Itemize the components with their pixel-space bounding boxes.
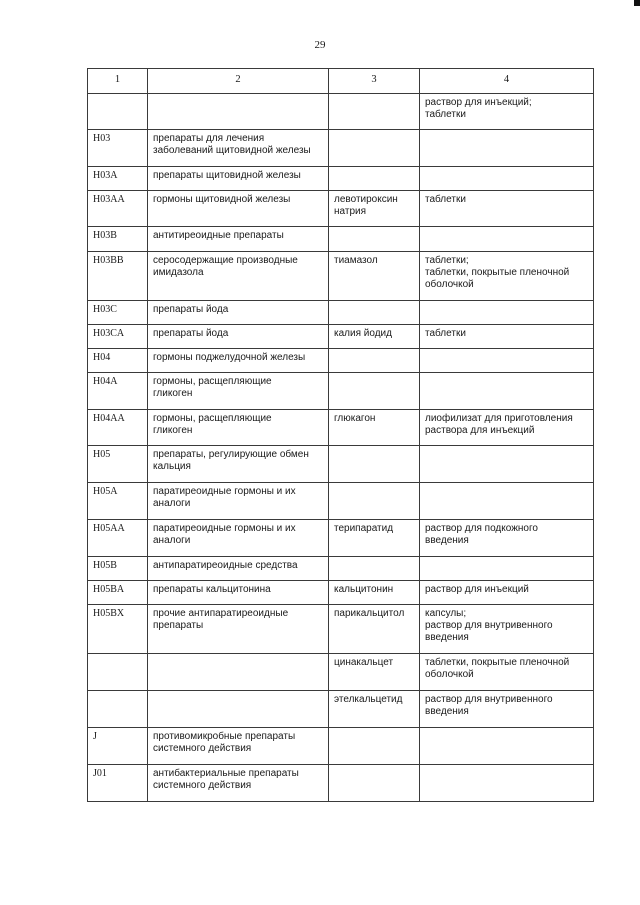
atc-code-cell: H04A	[88, 373, 148, 410]
atc-code-cell	[88, 691, 148, 728]
group-name-cell: гормоны, расщепляющие гликоген	[148, 373, 329, 410]
drug-classification-table	[87, 68, 594, 802]
atc-code-cell: H05B	[88, 557, 148, 581]
atc-code-cell	[88, 654, 148, 691]
table-row	[88, 765, 594, 802]
drug-name-cell	[329, 94, 420, 130]
group-name-cell: препараты йода	[148, 301, 329, 325]
dosage-form-cell: таблетки	[420, 325, 594, 349]
atc-code-cell: J01	[88, 765, 148, 802]
drug-name-cell: терипаратид	[329, 520, 420, 557]
header-col-1: 1	[88, 69, 148, 94]
group-name-cell	[148, 94, 329, 130]
atc-code-cell: H03C	[88, 301, 148, 325]
atc-code-cell: H05BX	[88, 605, 148, 654]
group-name-cell: антипаратиреоидные средства	[148, 557, 329, 581]
dosage-form-cell	[420, 373, 594, 410]
dosage-form-cell	[420, 301, 594, 325]
atc-code-cell: H04	[88, 349, 148, 373]
table-header-row	[88, 69, 594, 94]
atc-code-cell: H03BB	[88, 252, 148, 301]
table-row	[88, 94, 594, 130]
table-row	[88, 167, 594, 191]
drug-name-cell	[329, 728, 420, 765]
drug-name-cell	[329, 301, 420, 325]
dosage-form-cell: таблетки; таблетки, покрытые пленочной оболочкой	[420, 252, 594, 301]
table-row	[88, 557, 594, 581]
table-row	[88, 191, 594, 227]
atc-code-cell: H03	[88, 130, 148, 167]
table-row	[88, 520, 594, 557]
group-name-cell: противомикробные препараты системного действия	[148, 728, 329, 765]
dosage-form-cell: таблетки, покрытые пленочной оболочкой	[420, 654, 594, 691]
group-name-cell: препараты щитовидной железы	[148, 167, 329, 191]
group-name-cell: прочие антипаратиреоидные препараты	[148, 605, 329, 654]
group-name-cell	[148, 691, 329, 728]
atc-code-cell	[88, 94, 148, 130]
table-row	[88, 252, 594, 301]
atc-code-cell: H03B	[88, 227, 148, 252]
atc-code-cell: H03CA	[88, 325, 148, 349]
group-name-cell: препараты для лечения заболеваний щитовидной железы	[148, 130, 329, 167]
dosage-form-cell	[420, 446, 594, 483]
group-name-cell: паратиреоидные гормоны и их аналоги	[148, 483, 329, 520]
drug-name-cell: левотироксин натрия	[329, 191, 420, 227]
drug-name-cell: глюкагон	[329, 410, 420, 446]
table-row	[88, 654, 594, 691]
dosage-form-cell	[420, 728, 594, 765]
drug-name-cell: цинакальцет	[329, 654, 420, 691]
dosage-form-cell	[420, 483, 594, 520]
group-name-cell	[148, 654, 329, 691]
table-row	[88, 728, 594, 765]
table-row	[88, 373, 594, 410]
drug-name-cell	[329, 373, 420, 410]
group-name-cell: гормоны щитовидной железы	[148, 191, 329, 227]
drug-name-cell	[329, 446, 420, 483]
drug-name-cell	[329, 130, 420, 167]
atc-code-cell: H03AA	[88, 191, 148, 227]
drug-name-cell: калия йодид	[329, 325, 420, 349]
dosage-form-cell: раствор для инъекций	[420, 581, 594, 605]
drug-name-cell	[329, 765, 420, 802]
atc-code-cell: H04AA	[88, 410, 148, 446]
group-name-cell: препараты йода	[148, 325, 329, 349]
table-row	[88, 605, 594, 654]
page-number: 29	[314, 39, 326, 51]
drug-name-cell: парикальцитол	[329, 605, 420, 654]
group-name-cell: гормоны поджелудочной железы	[148, 349, 329, 373]
dosage-form-cell	[420, 167, 594, 191]
atc-code-cell: J	[88, 728, 148, 765]
atc-code-cell: H03A	[88, 167, 148, 191]
group-name-cell: гормоны, расщепляющие гликоген	[148, 410, 329, 446]
table-row	[88, 410, 594, 446]
dosage-form-cell	[420, 557, 594, 581]
table-row	[88, 349, 594, 373]
header-col-3: 3	[329, 69, 420, 94]
atc-code-cell: H05A	[88, 483, 148, 520]
dosage-form-cell: раствор для внутривенного введения	[420, 691, 594, 728]
dosage-form-cell: раствор для подкожного введения	[420, 520, 594, 557]
group-name-cell: паратиреоидные гормоны и их аналоги	[148, 520, 329, 557]
table-row	[88, 483, 594, 520]
dosage-form-cell	[420, 765, 594, 802]
atc-code-cell: H05AA	[88, 520, 148, 557]
dosage-form-cell: таблетки	[420, 191, 594, 227]
drug-name-cell	[329, 227, 420, 252]
header-col-4: 4	[420, 69, 594, 94]
dosage-form-cell	[420, 227, 594, 252]
group-name-cell: препараты кальцитонина	[148, 581, 329, 605]
drug-name-cell: этелкальцетид	[329, 691, 420, 728]
dosage-form-cell	[420, 349, 594, 373]
group-name-cell: препараты, регулирующие обмен кальция	[148, 446, 329, 483]
drug-name-cell	[329, 167, 420, 191]
dosage-form-cell: лиофилизат для приготовления раствора для инъекций	[420, 410, 594, 446]
drug-name-cell	[329, 349, 420, 373]
table-row	[88, 581, 594, 605]
table-row	[88, 446, 594, 483]
table-row	[88, 325, 594, 349]
dosage-form-cell	[420, 130, 594, 167]
group-name-cell: серосодержащие производные имидазола	[148, 252, 329, 301]
group-name-cell: антитиреоидные препараты	[148, 227, 329, 252]
table-row	[88, 130, 594, 167]
drug-name-cell	[329, 483, 420, 520]
atc-code-cell: H05BA	[88, 581, 148, 605]
drug-name-cell: тиамазол	[329, 252, 420, 301]
table-row	[88, 227, 594, 252]
group-name-cell: антибактериальные препараты системного действия	[148, 765, 329, 802]
dosage-form-cell: раствор для инъекций; таблетки	[420, 94, 594, 130]
dosage-form-cell: капсулы; раствор для внутривенного введения	[420, 605, 594, 654]
drug-name-cell	[329, 557, 420, 581]
table-row	[88, 691, 594, 728]
header-col-2: 2	[148, 69, 329, 94]
atc-code-cell: H05	[88, 446, 148, 483]
scan-corner-mark	[634, 0, 640, 6]
table-row	[88, 301, 594, 325]
drug-name-cell: кальцитонин	[329, 581, 420, 605]
